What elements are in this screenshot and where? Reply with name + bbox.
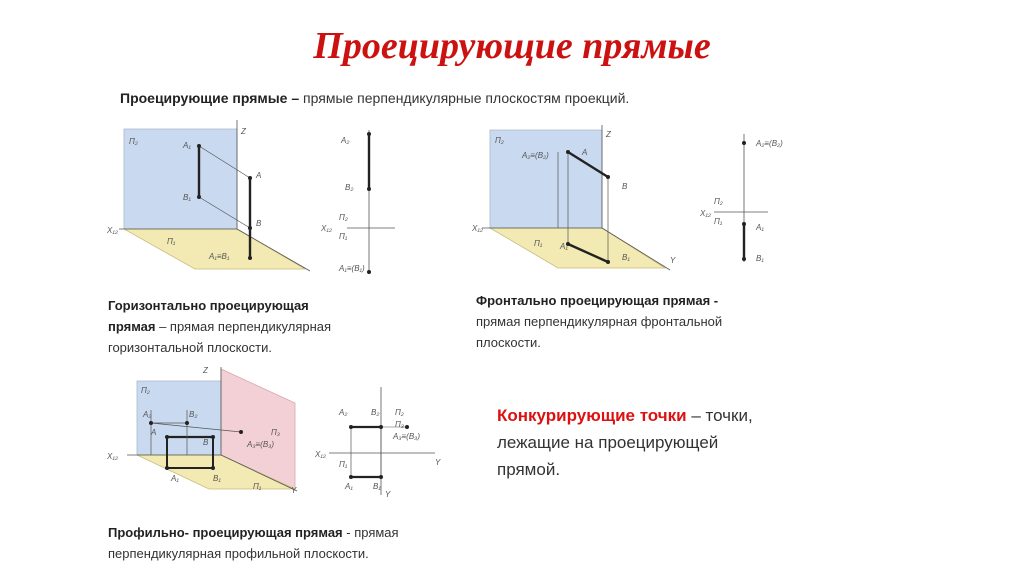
slide-title: Проецирующие прямые: [313, 25, 711, 67]
label-a1: A₁: [560, 242, 568, 251]
profile-epure-diagram: [315, 385, 445, 500]
label-p1: П₁: [167, 237, 176, 246]
profile-rest: - прямая: [342, 525, 399, 540]
label-a2: A₂: [143, 410, 152, 419]
frontal-3d-diagram: [470, 125, 685, 275]
label-p2: П₂: [495, 136, 504, 145]
label-y: Y: [291, 486, 297, 495]
label-a1-right: A₁: [345, 482, 353, 491]
label-b2-right: B₂: [371, 408, 380, 417]
horizontal-epure-diagram: [315, 128, 405, 278]
label-x12: X₁₂: [321, 224, 332, 233]
label-p1-right: П₁: [339, 232, 348, 241]
horizontal-line1: – прямая перпендикулярная: [155, 319, 332, 334]
horizontal-line2: горизонтальной плоскости.: [108, 340, 272, 355]
competing-line2: лежащие на проецирующей: [497, 433, 719, 452]
label-b1: B₁: [622, 253, 630, 262]
label-ab1-right: A₁≡(B₁): [339, 264, 365, 273]
label-ab1: A₁≡B₁: [209, 252, 230, 261]
label-b1: B₁: [183, 193, 191, 202]
label-x: X₁₂: [107, 452, 118, 461]
label-a: A: [582, 148, 588, 157]
label-y: Y: [670, 256, 676, 265]
frontal-caption: [476, 290, 722, 353]
label-a2-right: A₂: [339, 408, 348, 417]
profile-3d-diagram: [105, 365, 310, 495]
frontal-term: Фронтально проецирующая прямая -: [476, 293, 719, 308]
competing-rest: – точки,: [686, 406, 753, 425]
profile-line2: перпендикулярная профильной плоскости.: [108, 546, 369, 561]
label-a2b2: A₂≡(B₂): [522, 151, 549, 160]
definition-term: Проецирующие прямые –: [120, 90, 300, 106]
label-a1: A₁: [171, 474, 179, 483]
label-x: X₁₂: [472, 224, 483, 233]
label-b: B: [622, 182, 628, 191]
label-p2-right: П₂: [714, 197, 723, 206]
label-z: Z: [203, 366, 208, 375]
label-z: Z: [606, 130, 611, 139]
label-b: B: [203, 438, 209, 447]
label-x12: X₁₂: [315, 450, 326, 459]
definition-text: прямые перпендикулярные плоскостям проекций.: [299, 90, 630, 106]
frontal-line3: плоскости.: [476, 335, 541, 350]
label-a1-right: A₁: [756, 223, 764, 232]
label-a: A: [151, 428, 157, 437]
label-p2: П₂: [129, 137, 138, 146]
label-b1-right: B₁: [373, 482, 381, 491]
label-b1: B₁: [213, 474, 221, 483]
label-a2b2-right: A₂≡(B₂): [756, 139, 783, 148]
label-ab3-right: A₃≡(B₃): [393, 432, 421, 441]
horizontal-caption: [108, 295, 331, 358]
label-p2-right: П₂: [395, 408, 404, 417]
frontal-epure-diagram: [700, 132, 810, 267]
horizontal-term-cont: прямая: [108, 319, 156, 334]
label-p1: П₁: [253, 482, 262, 491]
competing-line3: прямой.: [497, 460, 561, 479]
label-p2-right: П₂: [339, 213, 348, 222]
definition: [120, 90, 629, 106]
frontal-line2: прямая перпендикулярная фронтальной: [476, 314, 723, 329]
label-p3-right: П₃: [395, 420, 404, 429]
label-z: Z: [241, 127, 246, 136]
horizontal-term: Горизонтально проецирующая: [108, 298, 309, 313]
label-a2: A₂: [341, 136, 350, 145]
label-p2: П₂: [141, 386, 150, 395]
horizontal-3d-diagram: [105, 118, 325, 278]
label-b1-right: B₁: [756, 254, 764, 263]
label-b2: B₂: [345, 183, 354, 192]
label-y-bottom: Y: [385, 490, 391, 499]
label-a1: A₁: [183, 141, 191, 150]
profile-caption: [108, 522, 399, 564]
label-a: A: [256, 171, 262, 180]
competing-points-text: [497, 402, 753, 483]
competing-term: Конкурирующие точки: [497, 406, 687, 425]
label-p1: П₁: [534, 239, 543, 248]
label-ab3: A₃≡(B₃): [247, 440, 275, 449]
label-x12: X₁₂: [700, 209, 711, 218]
label-p3: П₃: [271, 428, 280, 437]
label-b: B: [256, 219, 262, 228]
label-x: X₁₂: [107, 226, 118, 235]
label-p1-right: П₁: [714, 217, 723, 226]
label-p1-right: П₁: [339, 460, 348, 469]
label-b2: B₂: [189, 410, 198, 419]
profile-term: Профильно- проецирующая прямая: [108, 525, 343, 540]
label-y-right: Y: [435, 458, 441, 467]
